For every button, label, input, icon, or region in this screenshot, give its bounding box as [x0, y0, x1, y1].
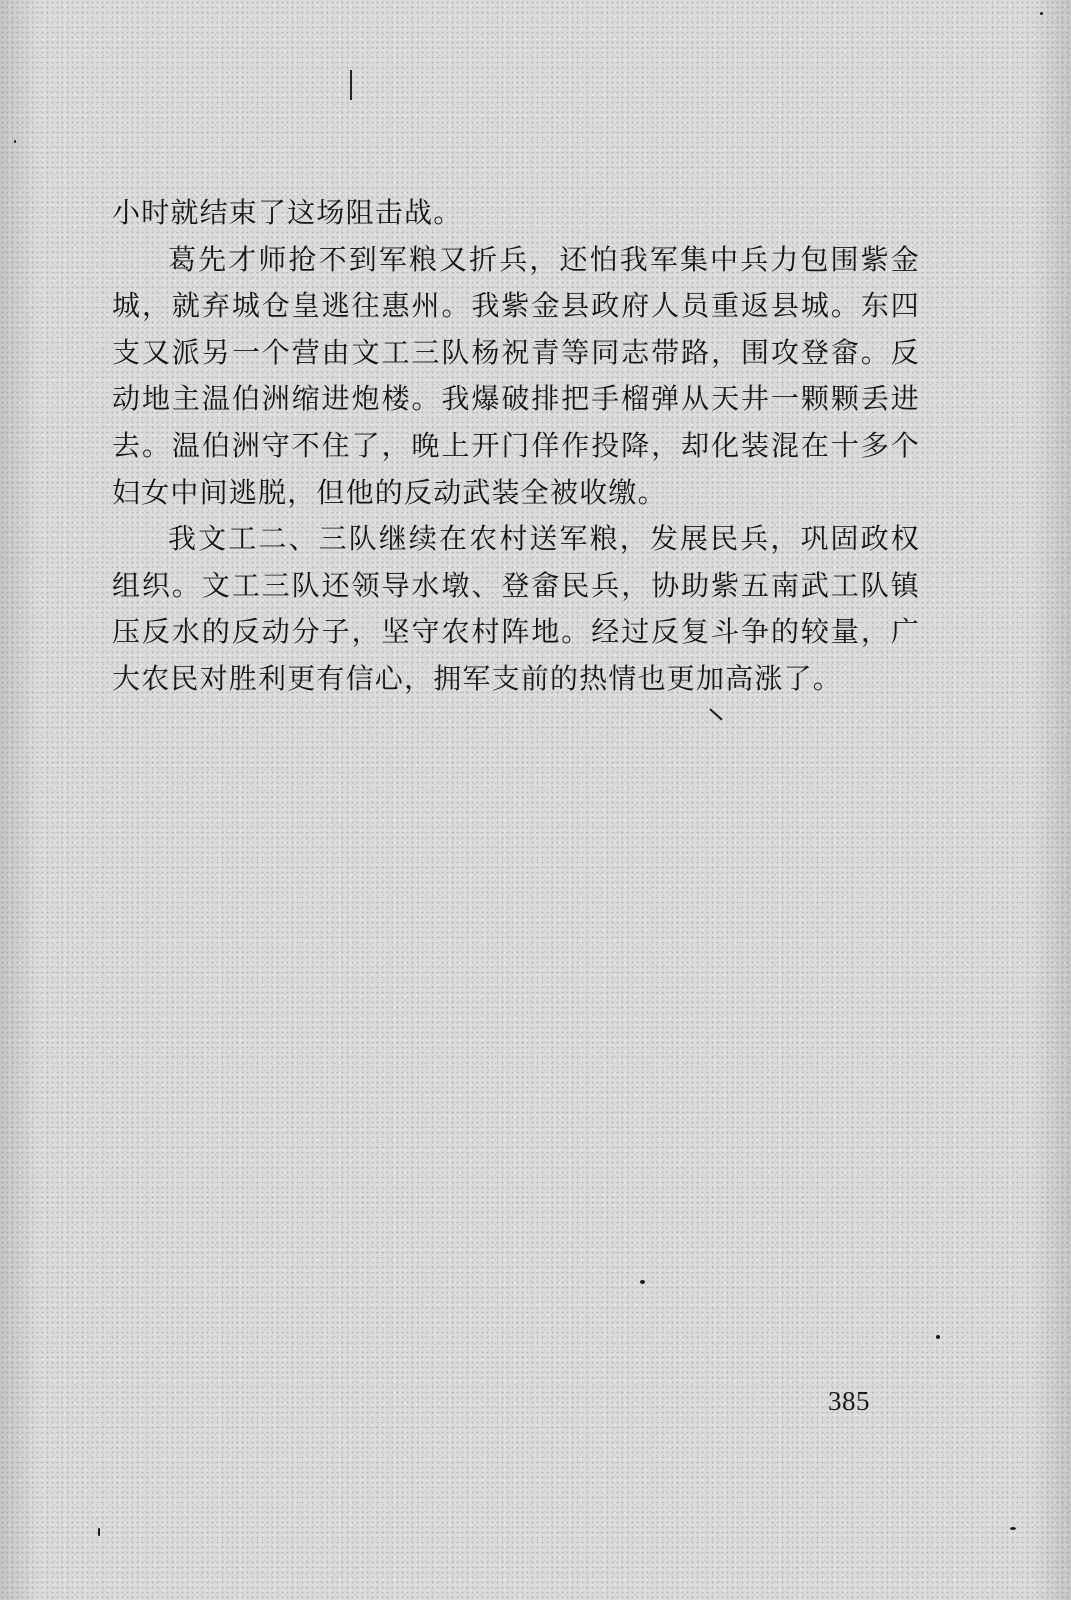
page-number: 385 [828, 1386, 870, 1416]
scan-speck [936, 1335, 940, 1339]
body-text [112, 190, 920, 703]
paragraph: 葛先才师抢不到军粮又折兵，还怕我军集中兵力包围紫金城，就弃城仓皇逃往惠州。我紫金县政府人员重返县城。东四支又派另一个营由文工三队杨祝青等同志带路，围攻登畲。反动地主温伯洲缩进炮楼。我爆破排把手榴弹从天井一颗颗丢进去。温伯洲守不住了，晚上开门佯作投降，却化装混在十多个妇女中间逃脱，但他的反动武装全被收缴。 [112, 242, 920, 509]
right-edge-shadow [1031, 0, 1071, 1600]
scan-speck [640, 1280, 645, 1284]
paragraph: 我文工二、三队继续在农村送军粮，发展民兵，巩固政权组织。文工三队还领导水墩、登畲民兵，协助紫五南武工队镇压反水的反动分子，坚守农村阵地。经过反复斗争的较量，广大农民对胜利更有信心，拥军支前的热情也更加高涨了。 [112, 522, 920, 695]
scan-speck [1010, 1527, 1016, 1530]
scan-speck [98, 1528, 100, 1536]
scan-artifact-stroke [709, 708, 722, 720]
scan-speck [1040, 12, 1043, 15]
scan-artifact-line [350, 70, 352, 100]
paragraph-continued: 小时就结束了这场阻击战。 [112, 196, 463, 229]
scan-speck [14, 140, 16, 143]
left-edge-shadow [0, 0, 40, 1600]
